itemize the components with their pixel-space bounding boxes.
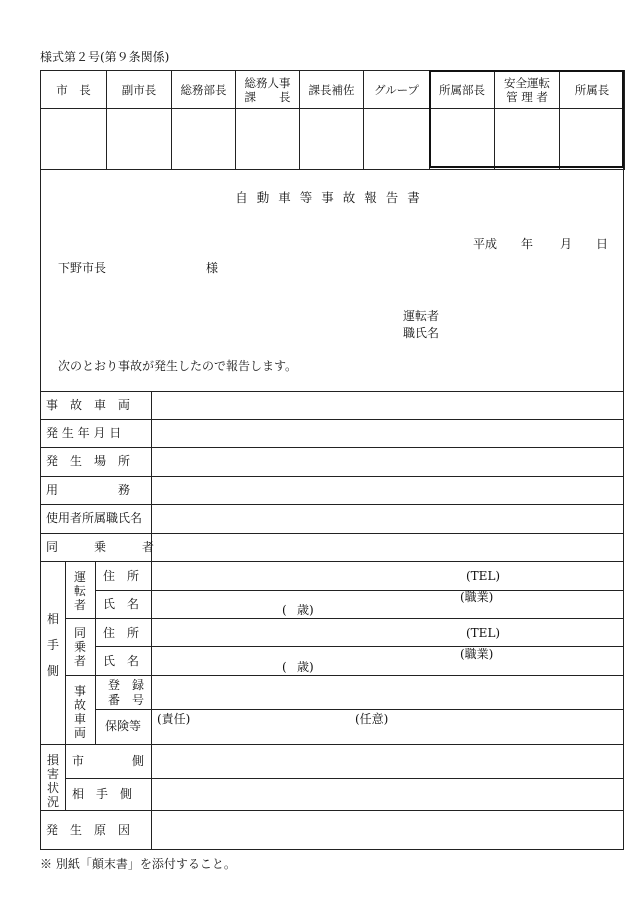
user-affiliation-label: 使用者所属職氏名: [46, 511, 143, 525]
row-divider: [65, 675, 624, 676]
approval-header-text: 市 長: [56, 82, 91, 97]
row-divider: [40, 810, 624, 811]
driver-age-close: 歳): [297, 603, 314, 617]
report-body: 次のとおり事故が発生したので報告します。: [58, 359, 298, 373]
driver-occupation-label: (職業): [460, 590, 494, 604]
driver-age-open: (: [282, 603, 287, 617]
approval-header-cell: [41, 71, 107, 109]
row-divider: [40, 744, 624, 745]
column-divider: [95, 561, 96, 744]
column-divider: [65, 744, 66, 810]
approval-seal-box[interactable]: [41, 109, 107, 170]
row-divider: [40, 391, 624, 392]
approval-seal-box[interactable]: [172, 109, 236, 170]
duty-label: 用 務: [46, 483, 131, 497]
row-divider: [95, 590, 624, 591]
driver-label: 運転者: [403, 309, 440, 323]
approval-seal-box[interactable]: [364, 109, 430, 170]
approval-seal-box[interactable]: [236, 109, 300, 170]
insurance-label: 保険等: [105, 719, 142, 733]
footnote: ※ 別紙「顛末書」を添付すること。: [40, 857, 236, 871]
report-title: 自動車等事故報告書: [235, 190, 429, 205]
date-era: 平成: [473, 237, 498, 251]
driver-address-label: 住 所: [103, 569, 140, 583]
occurrence-date-label: 発 生 年 月 日: [46, 426, 122, 440]
row-divider: [40, 419, 624, 420]
row-divider: [95, 709, 624, 710]
approval-header-text: 総務人事: [244, 75, 291, 90]
column-divider: [151, 391, 152, 850]
passenger-age-open: (: [282, 660, 287, 674]
approval-header-text: 所属長: [574, 82, 610, 97]
other-vehicle-label: 事故車両: [73, 684, 86, 740]
voluntary-insurance-label: (任意): [355, 712, 389, 726]
cause-label: 発 生 原 因: [46, 823, 131, 837]
approval-header-cell: [300, 71, 364, 109]
approval-header-text: 課 長: [244, 89, 291, 104]
row-divider: [40, 447, 624, 448]
driver-name-label: 氏 名: [103, 597, 140, 611]
mandatory-insurance-label: (責任): [157, 712, 191, 726]
passenger-address-label: 住 所: [103, 626, 140, 640]
approval-header-text: 副市長: [121, 82, 157, 97]
registration-number-label: 番 号: [108, 693, 145, 707]
approval-header-cell: [236, 71, 300, 109]
damage-status-label: 損害状況: [46, 753, 59, 809]
row-divider: [95, 646, 624, 647]
date-year: 年: [521, 237, 534, 251]
row-divider: [65, 778, 624, 779]
row-divider: [40, 504, 624, 505]
occurrence-place-label: 発 生 場 所: [46, 454, 131, 468]
date-month: 月: [560, 237, 573, 251]
date-day: 日: [596, 237, 609, 251]
other-passenger-label: 同乗者: [73, 626, 86, 668]
passenger-label: 同 乗 者: [46, 540, 155, 554]
city-side-label: 市 側: [72, 754, 145, 768]
row-divider: [65, 618, 624, 619]
accident-vehicle-label: 事 故 車 両: [46, 398, 131, 412]
other-party-group-label: 相手側: [46, 612, 59, 678]
approval-header-cell: [107, 71, 172, 109]
approval-header-text: 安全運転: [504, 75, 550, 90]
driver-name-label: 職氏名: [403, 326, 440, 340]
passenger-name-label: 氏 名: [103, 654, 140, 668]
row-divider: [40, 561, 624, 562]
approval-header-text: 管 理 者: [506, 89, 548, 104]
department-approval-box: [429, 70, 624, 168]
recipient: 下野市長: [58, 261, 107, 275]
row-divider: [40, 476, 624, 477]
driver-tel-label: (TEL): [466, 569, 501, 583]
recipient-honorific: 様: [206, 261, 219, 275]
column-divider: [65, 561, 66, 744]
approval-header-cell: [172, 71, 236, 109]
approval-header-cell: [364, 71, 430, 109]
approval-seal-box[interactable]: [107, 109, 172, 170]
approval-header-text: 総務部長: [180, 82, 227, 97]
approval-header-text: 課長補佐: [308, 82, 355, 97]
approval-header-text: グループ: [373, 82, 420, 97]
approval-seal-box[interactable]: [300, 109, 364, 170]
other-side-label: 相 手 側: [72, 787, 133, 801]
form-number-label: 様式第２号(第９条関係): [40, 50, 170, 64]
passenger-age-close: 歳): [297, 660, 314, 674]
other-driver-label: 運転者: [73, 570, 86, 612]
row-divider: [40, 533, 624, 534]
approval-header-text: 所属部長: [439, 82, 485, 97]
passenger-tel-label: (TEL): [466, 626, 501, 640]
passenger-occupation-label: (職業): [460, 647, 494, 661]
registration-label: 登 録: [108, 678, 145, 692]
